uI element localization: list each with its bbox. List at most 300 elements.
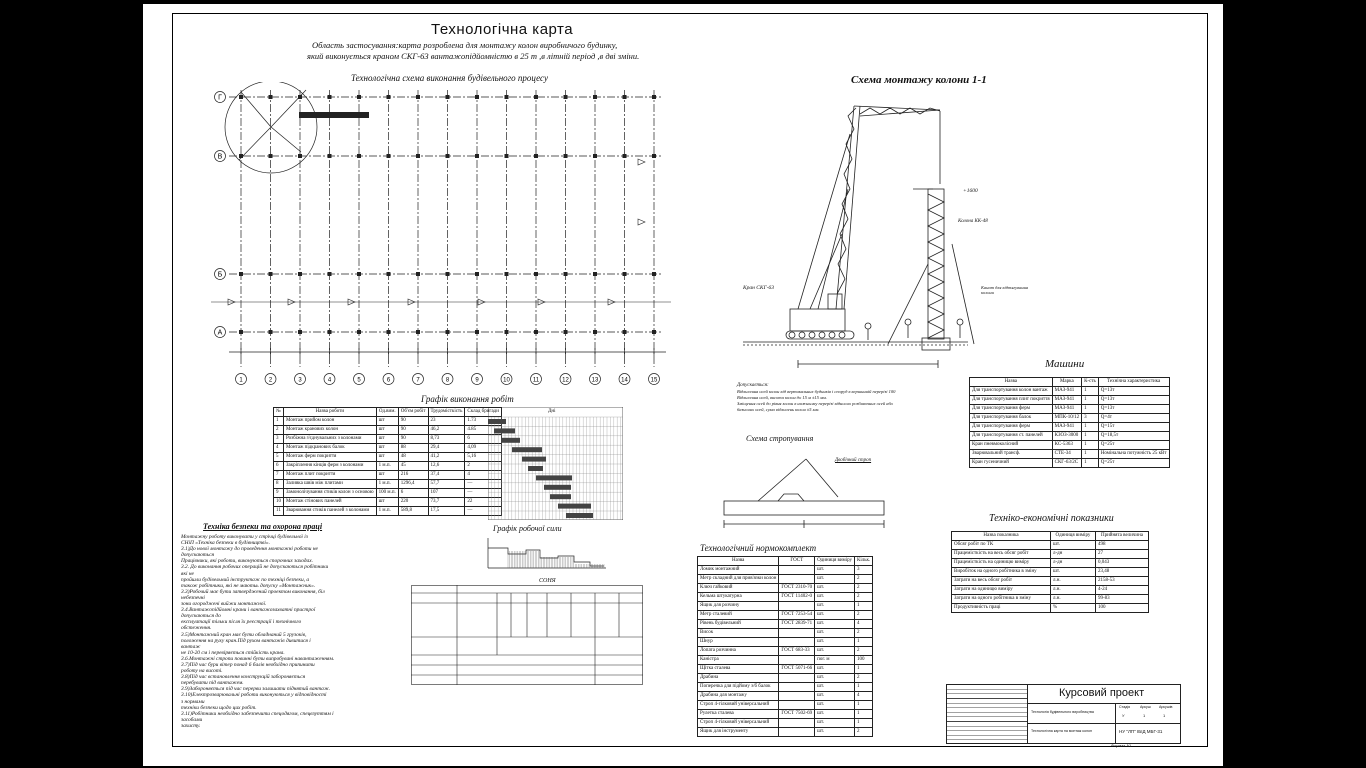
machine-cell: МАЗ-941: [1052, 387, 1081, 396]
schedule-cell: 73,7: [428, 498, 465, 507]
schedule-cell: 17,5: [428, 507, 465, 516]
safety-line: 3.9)Забороняється під час перерви залишати піднятий вантаж.: [181, 686, 331, 693]
norm-cell: 1: [855, 710, 873, 719]
schedule-bar: [544, 485, 571, 490]
norm-cell: 2: [855, 593, 873, 602]
safety-line: 3.2. До виконання робочих операцій не допускаються робітники: [181, 564, 329, 571]
economics-cell: шт.: [1050, 541, 1095, 550]
safety-line: не 10-20 см і перевіряється стійкість крана.: [181, 649, 285, 656]
schedule-bar: [536, 475, 572, 480]
schedule-cell: —: [465, 489, 501, 498]
norm-cell: 1: [855, 683, 873, 692]
economics-cell: л-дн: [1050, 550, 1095, 559]
norm-cell: 1: [855, 719, 873, 728]
axis-col-label: 14: [621, 377, 628, 384]
economics-row: [952, 568, 1149, 577]
norm-row: [698, 656, 873, 665]
stamp-col-sheets: Аркушів: [1159, 705, 1173, 709]
schedule-cell: 4,09: [465, 444, 501, 453]
norm-row: [698, 593, 873, 602]
schedule-cell: 37,4: [428, 471, 465, 480]
schedule-bars: [488, 407, 623, 520]
norm-cell: Строп 4-гілковий універсальний: [698, 719, 779, 728]
schedule-cell: 4.85: [465, 426, 501, 435]
machine-cell: Для транспортування ферм: [970, 405, 1053, 414]
safety-line: 3.6.Монтажні стропи повинні бути випробувані навантаженням.: [181, 655, 335, 662]
machine-cell: КЗОЗ-3000: [1052, 432, 1081, 441]
norm-header: Кільк.: [855, 557, 873, 566]
norm-cell: Рівень будівельний: [698, 620, 779, 629]
axis-col-label: 11: [532, 377, 540, 384]
schedule-cell: 90: [398, 426, 428, 435]
machine-row: [970, 441, 1170, 450]
stamp-subtitle: Технологія будівельного виробництва: [1031, 710, 1094, 714]
schedule-cell: шт: [376, 417, 398, 426]
schedule-row: [274, 507, 502, 516]
schedule-cell: 10: [274, 498, 284, 507]
machine-header: Назва: [970, 378, 1053, 387]
economics-cell: 2158-53: [1095, 577, 1148, 586]
norm-cell: 4: [855, 692, 873, 701]
norm-cell: шт.: [815, 728, 855, 737]
schedule-bar: [512, 447, 542, 452]
safety-title: Техніка безпеки та охорона праці: [203, 522, 323, 531]
machine-cell: 1: [1082, 450, 1099, 459]
axis-col-label: 8: [445, 377, 450, 384]
axis-col-label: 1: [239, 377, 243, 384]
norm-row: [698, 692, 873, 701]
economics-cell: Працемісткість на одиницю виміру: [952, 559, 1051, 568]
norm-cell: ГОСТ 683-33: [779, 647, 815, 656]
stamp-col-sheet: Аркуш: [1140, 705, 1151, 709]
schedule-cell: Зварювання стиків панелей з колонами: [284, 507, 377, 516]
norm-cell: ГОСТ 7502-69: [779, 710, 815, 719]
schedule-cell: 41,2: [428, 453, 465, 462]
schedule-cell: Монтаж плит покриття: [284, 471, 377, 480]
axis-col-label: 5: [357, 377, 361, 384]
note-4: базисних осей, сума відхилень колон ±5 мм.: [737, 407, 820, 412]
safety-line: Монтажну роботу виконувати у стрічці будівельної із: [181, 534, 308, 540]
safety-line: роботу на висоті.: [181, 668, 223, 675]
machine-header: Технічна характеристика: [1098, 378, 1169, 387]
axis-col-label: 6: [386, 377, 391, 384]
axis-col-label: 4: [327, 377, 332, 384]
machine-cell: Для транспортування колон вантаж: [970, 387, 1053, 396]
schedule-cell: 11: [274, 507, 284, 516]
schedule-cell: Монтаж підкранових балок: [284, 444, 377, 453]
norm-row: [698, 584, 873, 593]
safety-line: пройшли будівельний інструктаж по техніці безпеки, а: [181, 576, 310, 583]
note-2: Відхилення осей, висота колон до 15 м ±15 мм.: [737, 395, 827, 400]
note-3: Зміщення осей до рівня колон в нижньому перерізі відносно розбивочних осей або: [737, 401, 893, 406]
safety-line: захисту.: [181, 722, 201, 729]
axis-row-label: Б: [217, 271, 223, 279]
schedule-bar: [502, 438, 520, 443]
norm-cell: [779, 719, 815, 728]
norm-title: Технологічний нормокомплект: [700, 543, 817, 553]
norm-cell: ГОСТ 2310-70: [779, 584, 815, 593]
norm-cell: шт.: [815, 701, 855, 710]
norm-cell: шт.: [815, 611, 855, 620]
axis-row-label: В: [217, 153, 223, 161]
schedule-cell: шт: [376, 426, 398, 435]
schedule-bar: [550, 494, 571, 499]
safety-line: які не: [181, 570, 194, 577]
schedule-row: [274, 444, 502, 453]
norm-row: [698, 683, 873, 692]
economics-row: [952, 550, 1149, 559]
norm-cell: ГОСТ 11402-0: [779, 593, 815, 602]
norm-cell: ГОСТ 7253-54: [779, 611, 815, 620]
norm-cell: 1: [855, 638, 873, 647]
axis-col-label: 7: [416, 377, 420, 384]
machines-title: Машини: [1045, 358, 1085, 370]
schedule-bar: [488, 419, 506, 424]
machine-cell: Для транспортування плит покриття: [970, 396, 1053, 405]
norm-cell: 2: [855, 611, 873, 620]
norm-cell: Каністра: [698, 656, 779, 665]
schedule-cell: 4: [274, 444, 284, 453]
norm-row: [698, 620, 873, 629]
norm-cell: шт.: [815, 665, 855, 674]
economics-cell: Затрати на весь обсяг робіт: [952, 577, 1051, 586]
safety-line: техніки безпеки щодо цих робіт.: [181, 704, 257, 711]
norm-cell: Драбина для монтажу: [698, 692, 779, 701]
norm-row: [698, 638, 873, 647]
schedule-row: [274, 417, 502, 426]
schedule-cell: 29,4: [428, 444, 465, 453]
economics-cell: л.н.: [1050, 577, 1095, 586]
norm-cell: [779, 566, 815, 575]
norm-row: [698, 575, 873, 584]
schedule-cell: 4: [465, 471, 501, 480]
schedule-cell: 7: [274, 471, 284, 480]
norm-cell: Ящик для інструменту: [698, 728, 779, 737]
norm-cell: шт.: [815, 602, 855, 611]
schedule-cell: шт: [376, 471, 398, 480]
axis-row-label: Г: [218, 94, 222, 102]
axis-col-label: 2: [268, 377, 273, 384]
schedule-cell: 1 м.п.: [376, 462, 398, 471]
schedule-header: Од.вим.: [376, 408, 398, 417]
intro-line-2: який виконується краном СКГ-63 вантажопідйомністю в 25 т ,в літній період ,в дві зміни.: [307, 51, 640, 61]
norm-row: [698, 701, 873, 710]
norm-cell: шт.: [815, 683, 855, 692]
safety-line: Працівники, які роботи, виконуються спорочних заходах.: [181, 558, 313, 565]
schedule-cell: Закріплення кінців ферм з колонами: [284, 462, 377, 471]
schedule-cell: Монтаж стінових панелей: [284, 498, 377, 507]
safety-line: 3.4.Вантажопідйомні крани і вантажозахватні пристрої: [181, 607, 316, 614]
economics-row: [952, 577, 1149, 586]
norm-cell: Щітка сталева: [698, 665, 779, 674]
safety-line: засобами: [181, 716, 203, 723]
schedule-cell: 1 м.п.: [376, 507, 398, 516]
stamp-format: Формат А1: [1111, 743, 1132, 748]
safety-line: 3.1)До нової монтажу до проведення монтажні роботи не: [181, 546, 318, 553]
economics-cell: шт.: [1050, 568, 1095, 577]
notes-title: Допускається:: [737, 383, 769, 388]
axis-col-label: 10: [503, 377, 510, 384]
schedule-cell: 5,16: [465, 453, 501, 462]
machine-cell: СКГ-63/2С: [1052, 459, 1081, 468]
norm-cell: 2: [855, 647, 873, 656]
schedule-cell: Монтаж прийом колон: [284, 417, 377, 426]
norm-row: [698, 602, 873, 611]
schedule-cell: 90: [398, 417, 428, 426]
mark-label: +1600: [963, 188, 978, 194]
machine-cell: 1: [1082, 459, 1099, 468]
norm-cell: Строп 4-гілковий універсальний: [698, 701, 779, 710]
economics-cell: Затрати на одного робітника в зміну: [952, 595, 1051, 604]
norm-cell: ГОСТ 2839-71: [779, 620, 815, 629]
machine-cell: 3: [1082, 414, 1099, 423]
schedule-row: [274, 489, 502, 498]
norm-cell: Драбина: [698, 674, 779, 683]
schedule-cell: 46,2: [428, 426, 465, 435]
machine-cell: 1: [1082, 396, 1099, 405]
schedule-row: [274, 435, 502, 444]
machine-cell: МАЗ-941: [1052, 423, 1081, 432]
schedule-bar: [494, 428, 515, 433]
economics-cell: л-дн: [1050, 559, 1095, 568]
schedule-cell: 107: [428, 489, 465, 498]
machine-row: [970, 432, 1170, 441]
safety-line: 3.3)Робочий має бути затверджений проектом виконання, біл: [181, 588, 325, 595]
safety-line: 3.8)Під час встановлення конструкцій забороняється: [181, 674, 306, 681]
schedule-bar: [528, 466, 543, 471]
norm-cell: 3: [855, 566, 873, 575]
stamp-col-stage: Стадія: [1119, 705, 1131, 709]
schedule-cell: 100 м.п.: [376, 489, 398, 498]
machine-cell: 1: [1082, 405, 1099, 414]
economics-table: [951, 531, 1149, 613]
norm-cell: [779, 629, 815, 638]
economics-cell: 100: [1095, 604, 1148, 613]
economics-row: [952, 604, 1149, 613]
schedule-header: №: [274, 408, 284, 417]
safety-line: СНіП «Техніка безпеки в будівництві».: [181, 540, 270, 547]
machine-cell: 1: [1082, 441, 1099, 450]
stamp-code: НУ "ЛП" ІБІД МБГ-31: [1119, 729, 1163, 734]
schedule-cell: 589,8: [398, 507, 428, 516]
machine-cell: Q=4т: [1098, 414, 1169, 423]
norm-cell: Висок: [698, 629, 779, 638]
norm-cell: [779, 728, 815, 737]
economics-cell: Працемісткість на весь обсяг робіт: [952, 550, 1051, 559]
schedule-cell: Розбіжна з'єднувальних з колонами: [284, 435, 377, 444]
safety-line: 3.7)Під час бури вітер понад 6 балів необхідно припинити: [181, 661, 315, 668]
norm-cell: [779, 701, 815, 710]
schedule-cell: 22: [465, 498, 501, 507]
norm-cell: 2: [855, 674, 873, 683]
economics-row: [952, 559, 1149, 568]
machine-cell: Для транспортування ст. панелей: [970, 432, 1053, 441]
schedule-cell: 5: [274, 453, 284, 462]
graph-force-title: Графік робочої сили: [493, 524, 562, 533]
machine-cell: Q=13т: [1098, 405, 1169, 414]
graph-works-title: Графік виконання робіт: [421, 394, 514, 404]
machine-cell: Q=13т: [1098, 387, 1169, 396]
norm-header: ГОСТ: [779, 557, 815, 566]
economics-cell: 4-24: [1095, 586, 1148, 595]
machine-cell: Q=13т: [1098, 396, 1169, 405]
economics-header: Одиниця виміру: [1050, 532, 1095, 541]
drawing-sheet: [143, 4, 1223, 766]
schedule-cell: 57,7: [428, 480, 465, 489]
rope-label: Канат для відтягування колони: [981, 285, 1028, 295]
safety-line: допускаються: [181, 552, 215, 559]
schedule-cell: —: [465, 480, 501, 489]
machine-cell: 1: [1082, 387, 1099, 396]
norm-cell: 2: [855, 584, 873, 593]
schedule-cell: 220: [398, 498, 428, 507]
norm-cell: пог. м: [815, 656, 855, 665]
norm-header: Назва: [698, 557, 779, 566]
norm-cell: Шнур: [698, 638, 779, 647]
norm-cell: Ключ гайковий: [698, 584, 779, 593]
norm-row: [698, 647, 873, 656]
norm-cell: шт.: [815, 629, 855, 638]
norm-cell: шт.: [815, 710, 855, 719]
economics-cell: Обсяг робіт по ТК: [952, 541, 1051, 550]
safety-line: 3.10)Електрозварювальні роботи виконуються у відповідності: [181, 692, 327, 699]
schedule-cell: Монтаж кранових колон: [284, 426, 377, 435]
axis-col-label: 9: [475, 377, 479, 384]
schedule-cell: 6: [398, 489, 428, 498]
norm-cell: 2: [855, 575, 873, 584]
workforce-chart: [478, 536, 608, 574]
note-1: Відхилення осей колон від вертикальних будинків і споруд в вершинній перерізі 100: [737, 389, 896, 394]
safety-text: [181, 534, 411, 729]
economics-row: [952, 586, 1149, 595]
stamp-val-sheets: 1: [1163, 713, 1166, 718]
norm-cell: 1: [855, 701, 873, 710]
economics-cell: 0,043: [1095, 559, 1148, 568]
montage-title: Схема монтажу колони 1-1: [851, 74, 987, 86]
schedule-cell: 8,73: [428, 435, 465, 444]
norm-row: [698, 728, 873, 737]
schedule-cell: —: [465, 507, 501, 516]
machine-row: [970, 405, 1170, 414]
norm-cell: Ящик для розчину: [698, 602, 779, 611]
axis-col-label: 13: [591, 377, 599, 384]
axis-row-label: А: [217, 329, 223, 337]
economics-title: Техніко-економічні показники: [989, 513, 1114, 524]
norm-cell: шт.: [815, 692, 855, 701]
schedule-cell: 1: [274, 417, 284, 426]
schedule-cell: 23: [428, 417, 465, 426]
norm-cell: Метр сталевий: [698, 611, 779, 620]
schedule-cell: 6: [465, 435, 501, 444]
schedule-header: Об'єм робіт: [398, 408, 428, 417]
norm-cell: [779, 692, 815, 701]
safety-line: небезпечні: [181, 594, 205, 601]
economics-cell: Продуктивність праці: [952, 604, 1051, 613]
norm-cell: шт.: [815, 620, 855, 629]
norm-cell: Поперечка для підйому з/б балок: [698, 683, 779, 692]
schedule-row: [274, 462, 502, 471]
machine-row: [970, 387, 1170, 396]
norm-cell: [779, 683, 815, 692]
safety-line: експлуатації тільки після їх реєстрації і технічного: [181, 619, 302, 626]
machine-cell: КС-5363: [1052, 441, 1081, 450]
stamp-val-stage: У: [1122, 713, 1125, 718]
safety-line: допускаються до: [181, 613, 221, 620]
economics-cell: л.н.: [1050, 595, 1095, 604]
norm-cell: шт.: [815, 575, 855, 584]
schedule-cell: 1 м.п.: [376, 480, 398, 489]
stamp-title: Курсовий проект: [1059, 687, 1145, 699]
economics-cell: Виробіток на одного робітника в зміну: [952, 568, 1051, 577]
schedule-cell: 3: [274, 435, 284, 444]
schedule-header: Назва роботи: [284, 408, 377, 417]
economics-cell: %: [1050, 604, 1095, 613]
schedule-cell: 88: [398, 444, 428, 453]
schedule-row: [274, 480, 502, 489]
cyclogram-title: СОНЯ: [539, 578, 556, 584]
economics-cell: Затрати на одиницю виміру: [952, 586, 1051, 595]
machine-cell: Q=25т: [1098, 441, 1169, 450]
intro-line-1: Область застосування:карта розроблена для монтажу колон виробничого будинку,: [312, 40, 618, 50]
stamp-val-sheet: 1: [1143, 713, 1146, 718]
schedule-cell: 2: [274, 426, 284, 435]
machines-table: [969, 377, 1170, 468]
axis-col-label: 3: [298, 377, 302, 384]
economics-header: Прийнята величина: [1095, 532, 1148, 541]
norm-cell: шт.: [815, 638, 855, 647]
crane-montage-scheme: [738, 94, 978, 384]
norm-row: [698, 665, 873, 674]
economics-cell: 498: [1095, 541, 1148, 550]
schedule-bar: [566, 513, 593, 518]
schedule-days-label: Дні: [548, 409, 556, 414]
machine-cell: МАЗ-941: [1052, 396, 1081, 405]
norm-cell: шт.: [815, 647, 855, 656]
schedule-cell: 216: [398, 471, 428, 480]
schedule-cell: шт: [376, 453, 398, 462]
machine-row: [970, 396, 1170, 405]
norm-cell: шт.: [815, 593, 855, 602]
economics-cell: л.н.: [1050, 586, 1095, 595]
schedule-cell: 45: [398, 462, 428, 471]
norm-cell: шт.: [815, 674, 855, 683]
schedule-cell: 48: [398, 453, 428, 462]
machine-row: [970, 423, 1170, 432]
page-title: Технологічна карта: [431, 21, 574, 38]
economics-row: [952, 541, 1149, 550]
schedule-cell: шт: [376, 435, 398, 444]
work-schedule-table: [273, 407, 502, 516]
column-label: Колона КК-48: [958, 219, 988, 224]
norm-cell: Кельма штукатурна: [698, 593, 779, 602]
cyclogram-table: [411, 585, 643, 685]
schedule-header: Склад бригади: [465, 408, 501, 417]
schedule-cell: 90: [398, 435, 428, 444]
economics-cell: 99-83: [1095, 595, 1148, 604]
schedule-cell: Замонолічування стиків колон з основою: [284, 489, 377, 498]
norm-row: [698, 719, 873, 728]
machine-row: [970, 414, 1170, 423]
technological-scheme: [211, 82, 701, 390]
safety-line: вантаж: [181, 643, 201, 650]
stroping-title: Схема стропування: [746, 434, 814, 443]
norm-cell: 4: [855, 620, 873, 629]
norm-cell: [779, 656, 815, 665]
norm-row: [698, 710, 873, 719]
schedule-row: [274, 498, 502, 507]
stroping-label: Двобічний строп: [835, 458, 872, 463]
schedule-cell: шт: [376, 444, 398, 453]
